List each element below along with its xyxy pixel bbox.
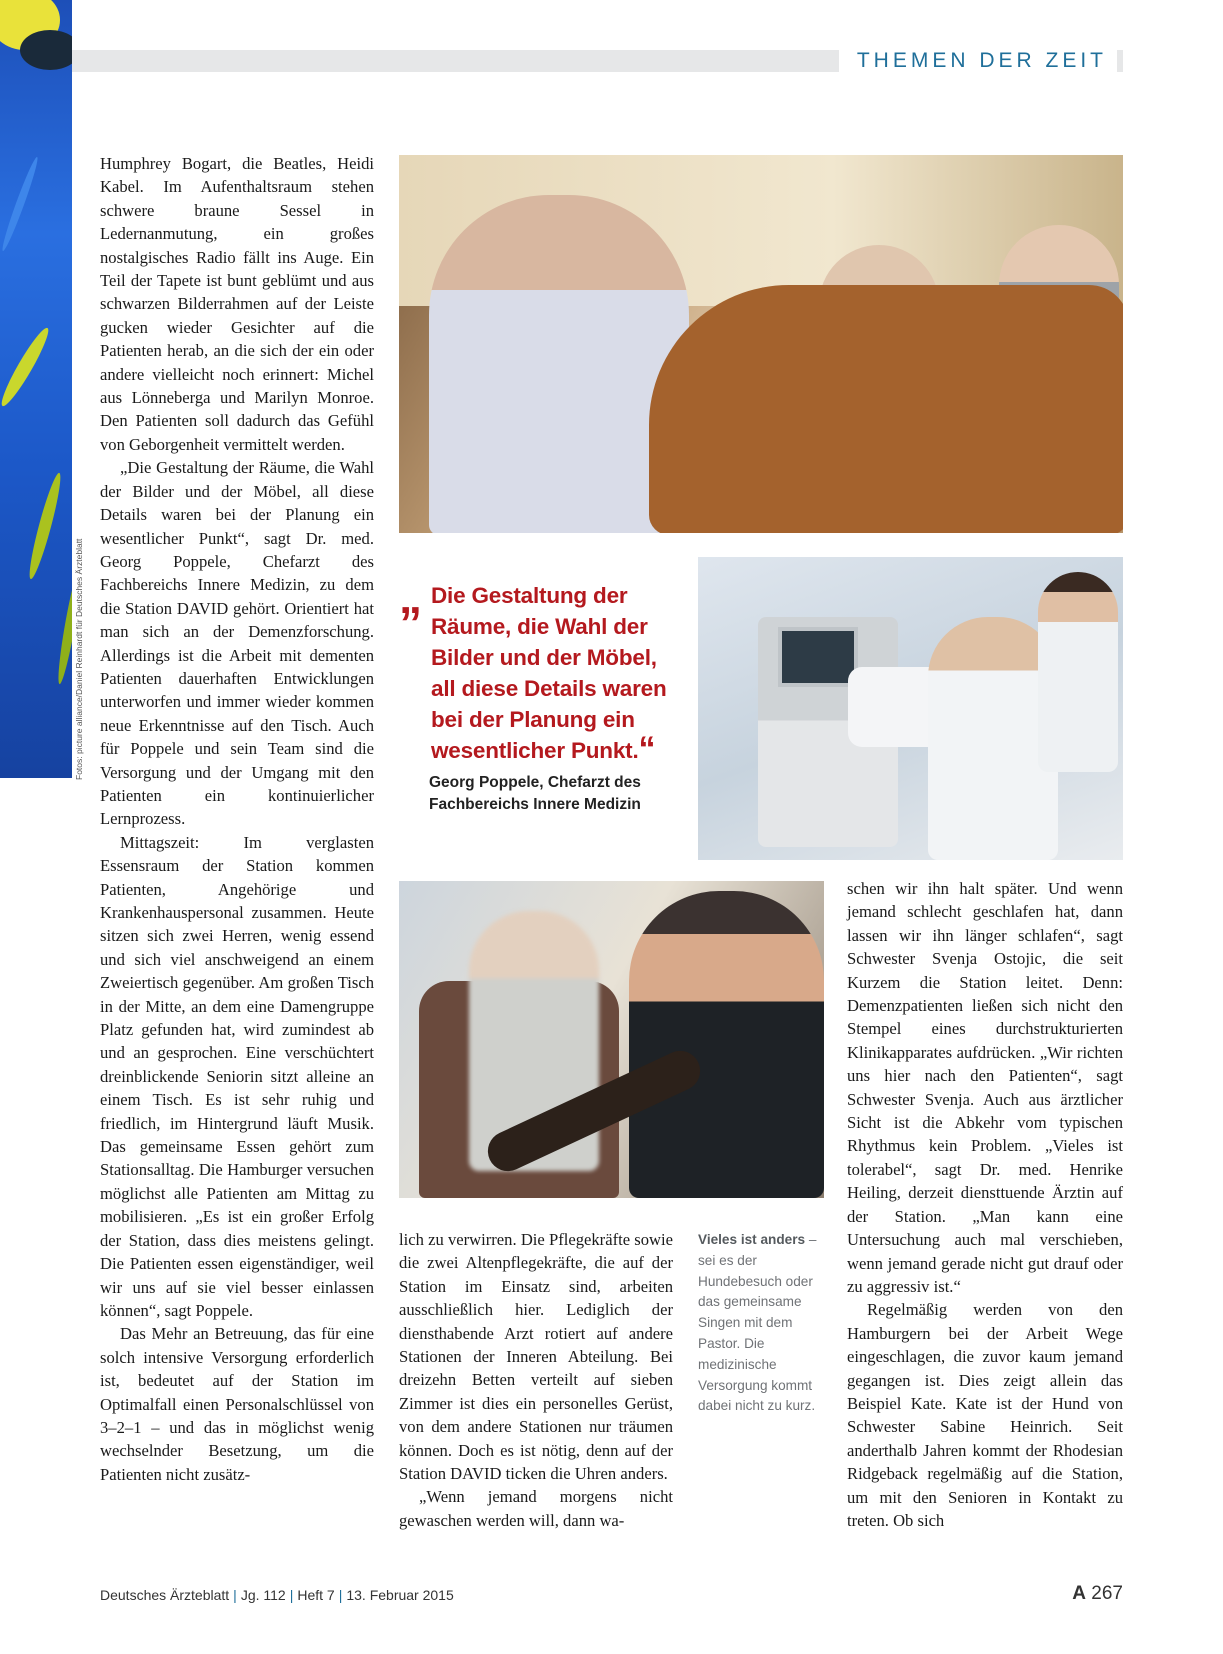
section-title: THEMEN DER ZEIT — [839, 50, 1117, 72]
paragraph: Regelmäßig werden von den Hamburgern bei der Arbeit Wege eingeschlagen, die zuvor kaum jemand gegangen ist. Dies zeigt allein das Beispiel Kate. Kate ist der Hund von Schwester Sabine Heinrich. Seit anderthalb Jahren kommt der Rhodesian Ridgeback regelmäßig auf die Station, um mit den Senioren in Kontakt zu treten. Ob sich — [847, 1300, 1123, 1530]
paragraph: Humphrey Bogart, die Beatles, Heidi Kabel. Im Aufenthaltsraum stehen schwere braune Sessel in Ledernanmutung, ein großes nostalgisches Radio fällt ins Auge. Ein Teil der Tapete ist bunt geblümt und aus schwarzen Bilderrahmen auf der Leiste gucken wieder Gesichter auf die Patienten herab, an die sich der ein oder andere vielleicht noch erinnert: Michel aus Lönneberga und Marilyn Monroe. Den Patienten soll dadurch das Gefühl von Geborgenheit vermittelt werden. — [100, 154, 374, 454]
page-footer — [100, 1585, 1123, 1609]
paragraph: lich zu verwirren. Die Pflegekräfte sowie die zwei Altenpflegekräfte, die auf der Station im Einsatz sind, arbeiten ausschließlich hier. Lediglich der diensthabende Arzt rotiert auf andere Stationen der Inneren Abteilung. Bei dreizehn Betten verteilt auf sieben Zimmer ist dies ein personelles Gerüst, von dem andere Stationen nur träumen können. Doch es ist nötig, denn auf der Station DAVID ticken die Uhren anders. — [399, 1230, 673, 1484]
decorative-photo-strip — [0, 0, 72, 778]
issue-date: 13. Februar 2015 — [346, 1587, 454, 1603]
article-column-2 — [399, 1228, 673, 1532]
pull-quote — [399, 571, 681, 816]
photo-singing-pastor — [399, 881, 824, 1198]
caption-title: Vieles ist anders — [698, 1232, 806, 1247]
paragraph: Mittagszeit: Im verglasten Essensraum der Station kommen Patienten, Angehörige und Krankenhauspersonal zusammen. Heute sitzen sich zwei Herren, wenig essend und sich viel anschweigend an einem Zweiertisch gegenüber. Am großen Tisch in der Mitte, an dem eine Damengruppe Platz gefunden hat, wird zumindest ab und an gesprochen. Eine verschüchtert dreinblickende Seniorin sitzt alleine an einem Tisch. Es ist sehr ruhig und friedlich, im Hintergrund läuft Musik. Das gemeinsame Essen gehört zum Stationsalltag. Die Hamburger versuchen möglichst alle Patienten am Mittag zu mobilisieren. „Es ist ein großer Erfolg der Station, dass dies meistens gelingt. Die Patienten essen eigenständiger, weil wir uns auf sie viel besser einlassen können“, sagt Poppele. — [100, 832, 374, 1320]
photo-credit: Fotos: picture alliance/Daniel Reinhardt für Deutsches Ärzteblatt — [74, 538, 84, 780]
pull-quote-text: Die Gestaltung der Räume, die Wahl der Bilder und der Möbel, all diese Details waren bei der Planung ein wesentlicher Punkt.“ — [431, 583, 667, 768]
caption-text: – sei es der Hundebesuch oder das gemeinsame Singen mit dem Pastor. Die medizinische Versorgung kommt dabei nicht zu kurz. — [698, 1232, 817, 1414]
footer-citation: Deutsches Ärzteblatt | Jg. 112 | Heft 7 | 13. Februar 2015 — [100, 1587, 454, 1603]
pull-quote-attribution: Georg Poppele, Chefarzt des Fachbereichs Innere Medizin — [429, 774, 641, 813]
page-number: A 267 — [1072, 1583, 1123, 1604]
article-column-1 — [100, 152, 374, 1486]
journal-name: Deutsches Ärzteblatt — [100, 1587, 230, 1603]
issue: Heft 7 — [297, 1587, 335, 1603]
paragraph: Das Mehr an Betreuung, das für eine solch intensive Versorgung erforderlich ist, bedeutet auf der Station im Optimalfall einen Personalschlüssel von 3–2–1 – und das in möglichst wenig wechselnder Besetzung, um die Patienten nicht zusätz- — [100, 1324, 374, 1484]
quote-close-mark: “ — [638, 730, 656, 768]
volume: Jg. 112 — [240, 1587, 286, 1603]
section-header-bar — [72, 50, 1123, 72]
paragraph: „Die Gestaltung der Räume, die Wahl der Bilder und der Möbel, all diese Details waren bei der Planung ein wesentlicher Punkt“, sagt Dr. med. Georg Poppele, Chefarzt des Fachbereichs Innere Medizin, zu dem die Station DAVID gehört. Orientiert hat man sich an der Demenzforschung. Allerdings ist die Arbeit mit dementen Patienten dauerhaften Entwicklungen unterworfen und immer wieder kommen neue Erkenntnisse auf den Tisch. Auch für Poppele und sein Team sind die Versorgung und der Umgang mit den Patienten ein kontinuierlicher Lernprozess. — [100, 458, 374, 829]
quote-open-mark: „ — [399, 571, 422, 623]
paragraph: schen wir ihn halt später. Und wenn jemand schlecht geschlafen hat, dann lassen wir ihn länger schlafen“, sagt Schwester Svenja Ostojic, die seit Kurzem die Station leitet. Denn: Demenzpatienten ließen sich nicht den Stempel eines durchstrukturierten Klinikapparates aufdrücken. „Wir richten uns hier nach den Patienten“, sagt Schwester Svenja. Auch aus ärztlicher Sicht ist die Abkehr vom typischen Rhythmus kein Problem. „Vieles ist tolerabel“, sagt Dr. med. Henrike Heiling, derzeit diensttuende Ärztin auf der Station. „Man kann eine Untersuchung auch mal verschieben, wenn jemand gerade nicht gut drauf oder zu aggressiv ist.“ — [847, 879, 1123, 1296]
photo-ultrasound-exam — [698, 557, 1123, 860]
article-column-3 — [847, 877, 1123, 1532]
photo-dog-visit — [399, 155, 1123, 533]
photo-caption — [698, 1230, 826, 1417]
paragraph: „Wenn jemand morgens nicht gewaschen werden will, dann wa- — [399, 1487, 673, 1530]
